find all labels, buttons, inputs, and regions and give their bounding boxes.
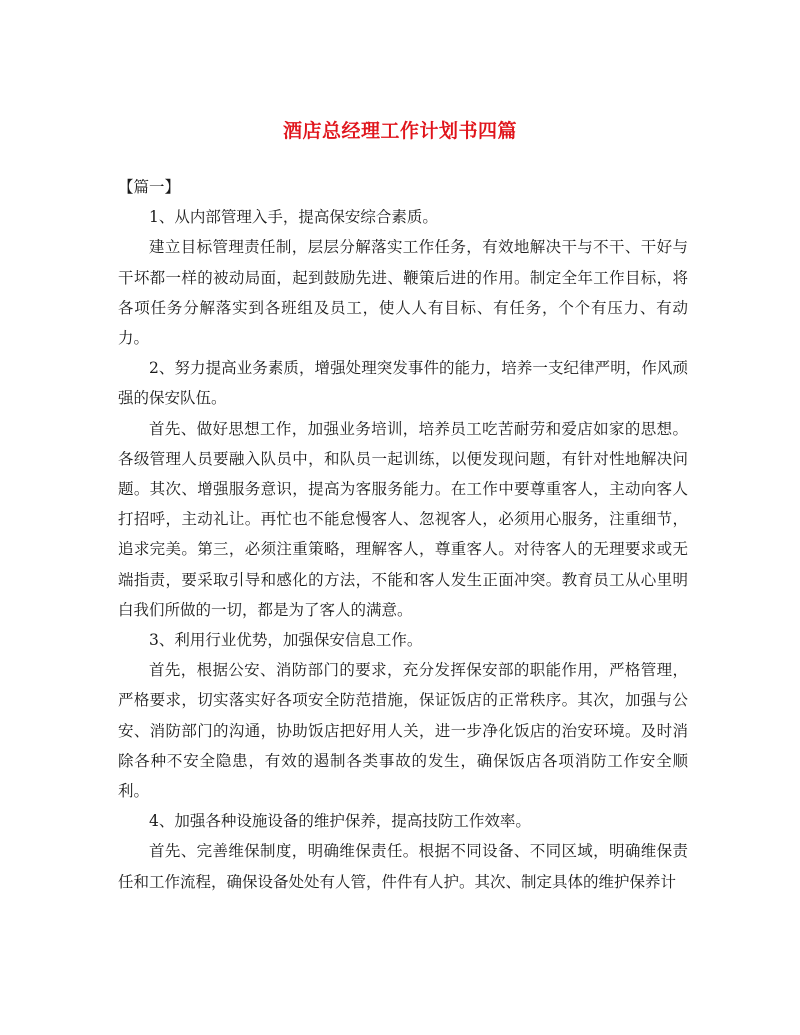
paragraph: 4、加强各种设施设备的维护保养，提高技防工作效率。 (149, 812, 531, 831)
section-heading: 【篇一】 (118, 178, 181, 196)
paragraph: 建立目标管理责任制，层层分解落实工作任务，有效地解决干与不干、干好与干坏都一样的被动局面，起到鼓励先进、鞭策后进的作用。制定全年工作目标，将各项任务分解落实到各班组及员工，使人人有目标、有任务，个个有压力、有动力。 (118, 238, 688, 348)
paragraph: 2、努力提高业务素质，增强处理突发事件的能力，培养一支纪律严明，作风顽强的保安队伍。 (118, 359, 688, 408)
paragraph: 首先、做好思想工作，加强业务培训，培养员工吃苦耐劳和爱店如家的思想。各级管理人员要融入队员中，和队员一起训练，以便发现问题，有针对性地解决问题。其次、增强服务意识，提高为客服务能力。在工作中要尊重客人，主动向客人打招呼，主动礼让。再忙也不能怠慢客人、忽视客人，必须用心服务，注重细节，追求完美。第三，必须注重策略，理解客人，尊重客人。对待客人的无理要求或无端指责，要采取引导和感化的方法，不能和客人发生正面冲突。教育员工从心里明白我们所做的一切，都是为了客人的满意。 (118, 419, 688, 619)
paragraph: 首先，根据公安、消防部门的要求，充分发挥保安部的职能作用，严格管理，严格要求，切实落实好各项安全防范措施，保证饭店的正常秩序。其次，加强与公安、消防部门的沟通，协助饭店把好用人关，进一步净化饭店的治安环境。及时消除各种不安全隐患，有效的遏制各类事故的发生，确保饭店各项消防工作安全顺利。 (118, 661, 688, 801)
document-body (118, 172, 688, 897)
paragraph: 3、利用行业优势，加强保安信息工作。 (149, 631, 423, 650)
paragraph: 首先、完善维保制度，明确维保责任。根据不同设备、不同区域，明确维保责任和工作流程，确保设备处处有人管，件件有人护。其次、制定具体的维护保养计 (118, 842, 688, 891)
document-title: 酒店总经理工作计划书四篇 (282, 120, 517, 142)
paragraph: 1、从内部管理入手，提高保安综合素质。 (149, 208, 438, 227)
